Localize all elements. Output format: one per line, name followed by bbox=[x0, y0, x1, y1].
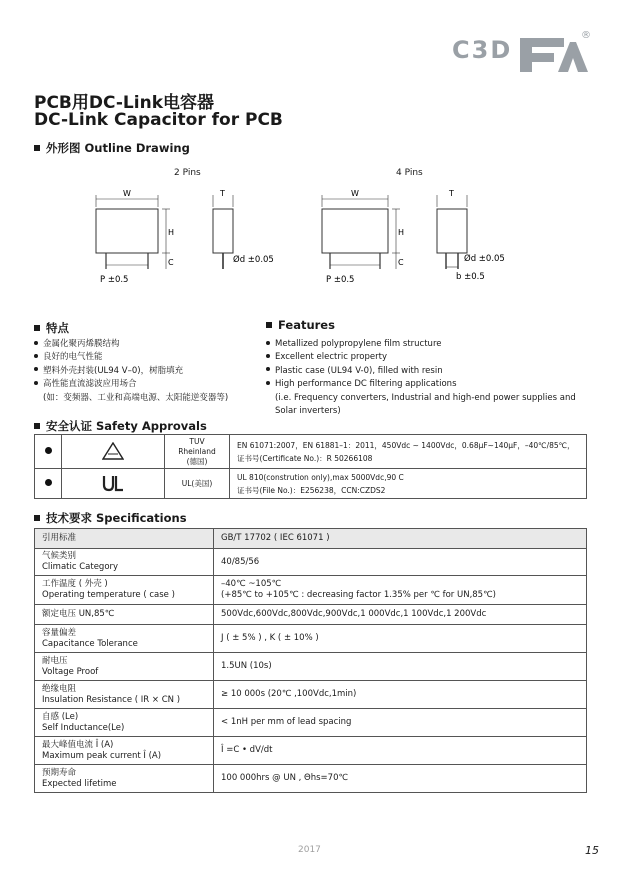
spec-value: GB/T 17702 ( IEC 61071 ) bbox=[214, 529, 587, 549]
spec-value: –40℃ ~105℃ (+85℃ to +105℃ : decreasing factor 1.35% per ℃ for UN,85℃) bbox=[214, 576, 587, 605]
dim-p: P ±0.5 bbox=[100, 275, 129, 285]
outline-heading: 外形图 Outline Drawing bbox=[34, 140, 190, 156]
spec-value: Î =C • dV/dt bbox=[214, 737, 587, 765]
spec-value: < 1nH per mm of lead spacing bbox=[214, 709, 587, 737]
approvals-heading: 安全认证 Safety Approvals bbox=[34, 418, 207, 434]
dim-t: T bbox=[449, 189, 454, 198]
four-pins-drawing bbox=[306, 185, 536, 290]
spec-value: J ( ± 5% ) , K ( ± 10% ) bbox=[214, 625, 587, 653]
dim-w: W bbox=[123, 189, 131, 198]
page-title-cn: PCB用DC-Link电容器 bbox=[34, 93, 214, 113]
spec-label: 预期寿命 Expected lifetime bbox=[35, 765, 214, 793]
specs-heading: 技术要求 Specifications bbox=[34, 510, 187, 526]
list-item: Metallized polypropylene film structure bbox=[266, 338, 576, 351]
dim-h: H bbox=[398, 228, 405, 237]
spec-label: 气候类别 Climatic Category bbox=[35, 549, 214, 576]
approval-body: UL(美国) bbox=[165, 469, 230, 499]
list-item: 塑料外壳封装(UL94 V–0)，树脂填充 bbox=[34, 365, 228, 378]
spec-label: 容量偏差 Capacitance Tolerance bbox=[35, 625, 214, 653]
page-title-en: DC-Link Capacitor for PCB bbox=[34, 110, 283, 130]
spec-label: 最大峰值电流 Î (A) Maximum peak current Î (A) bbox=[35, 737, 214, 765]
table-row bbox=[35, 653, 587, 681]
features-cn-list bbox=[34, 338, 228, 405]
dim-c: C bbox=[398, 258, 404, 267]
spec-label: 工作温度 ( 外壳 ) Operating temperature ( case ) bbox=[35, 576, 214, 605]
dim-p: P ±0.5 bbox=[326, 275, 355, 285]
list-item: 高性能直流滤波应用场合 bbox=[34, 378, 228, 391]
table-row bbox=[35, 469, 587, 499]
registered-mark: ® bbox=[581, 30, 591, 41]
spec-value: ≥ 10 000s (20℃ ,100Vdc,1min) bbox=[214, 681, 587, 709]
dim-h: H bbox=[168, 228, 175, 237]
table-row bbox=[35, 435, 587, 469]
ul-recognized-icon bbox=[62, 469, 165, 499]
specs-table bbox=[34, 528, 587, 793]
section-bullet-icon bbox=[34, 515, 40, 521]
two-pins-drawing bbox=[80, 185, 300, 290]
spec-value: 100 000hrs @ UN , Θhs=70℃ bbox=[214, 765, 587, 793]
approval-body: TUV Rheinland (德国) bbox=[165, 435, 230, 469]
section-bullet-icon bbox=[34, 423, 40, 429]
approvals-table bbox=[34, 434, 587, 499]
two-pins-label: 2 Pins bbox=[174, 168, 201, 178]
approval-details: UL 810(constrution only),max 5000Vdc,90 C 证书号(File No.)：E256238，CCN:CZDS2 bbox=[230, 469, 587, 499]
list-item: Excellent electric property bbox=[266, 351, 576, 364]
dim-c: C bbox=[168, 258, 174, 267]
table-row bbox=[35, 625, 587, 653]
spec-label: 耐电压 Voltage Proof bbox=[35, 653, 214, 681]
list-item: Plastic case (UL94 V-0), filled with resin bbox=[266, 365, 576, 378]
tuv-triangle-icon bbox=[62, 435, 165, 469]
four-pins-label: 4 Pins bbox=[396, 168, 423, 178]
spec-label: 绝缘电阻 Insulation Resistance ( IR × CN ) bbox=[35, 681, 214, 709]
spec-value: 40/85/56 bbox=[214, 549, 587, 576]
list-item: 金属化聚丙烯膜结构 bbox=[34, 338, 228, 351]
dim-d: Ød ±0.05 bbox=[233, 255, 274, 265]
dim-b: b ±0.5 bbox=[456, 272, 485, 282]
section-bullet-icon bbox=[34, 325, 40, 331]
table-row bbox=[35, 576, 587, 605]
company-logo bbox=[518, 34, 590, 74]
table-row bbox=[35, 605, 587, 625]
page-number: 15 bbox=[585, 844, 599, 857]
approval-details: EN 61071:2007，EN 61881–1：2011，450Vdc ~ 1400Vdc，0.68μF~140μF，–40℃/85℃， 证书号(Certificate No.)：R 50266108 bbox=[230, 435, 587, 469]
list-item-continuation: (i.e. Frequency converters, Industrial and high-end power supplies and bbox=[275, 392, 576, 403]
dim-d: Ød ±0.05 bbox=[464, 254, 505, 264]
spec-label: 引用标准 bbox=[35, 529, 214, 549]
brand-code: C3D bbox=[452, 36, 513, 64]
spec-value: 1.5UN (10s) bbox=[214, 653, 587, 681]
table-row bbox=[35, 681, 587, 709]
features-en-list bbox=[266, 338, 576, 418]
list-item: 良好的电气性能 bbox=[34, 351, 228, 364]
features-cn-heading: 特点 bbox=[34, 320, 69, 336]
features-en-heading: Features bbox=[266, 318, 335, 332]
approval-marker bbox=[35, 469, 62, 499]
table-row bbox=[35, 529, 587, 549]
list-item-continuation: Solar inverters) bbox=[275, 406, 341, 417]
dim-w: W bbox=[351, 189, 359, 198]
section-bullet-icon bbox=[34, 145, 40, 151]
dim-t: T bbox=[220, 189, 225, 198]
section-bullet-icon bbox=[266, 322, 272, 328]
spec-value: 500Vdc,600Vdc,800Vdc,900Vdc,1 000Vdc,1 100Vdc,1 200Vdc bbox=[214, 605, 587, 625]
spec-label: 额定电压 UN,85℃ bbox=[35, 605, 214, 625]
list-item: High performance DC filtering applications bbox=[266, 378, 576, 391]
table-row bbox=[35, 549, 587, 576]
spec-label: 自感 (Le) Self Inductance(Le) bbox=[35, 709, 214, 737]
approval-marker bbox=[35, 435, 62, 469]
table-row bbox=[35, 737, 587, 765]
table-row bbox=[35, 709, 587, 737]
list-item-continuation: (如：变频器、工业和高端电源、太阳能逆变器等) bbox=[43, 392, 229, 403]
footer-year: 2017 bbox=[298, 845, 321, 855]
table-row bbox=[35, 765, 587, 793]
